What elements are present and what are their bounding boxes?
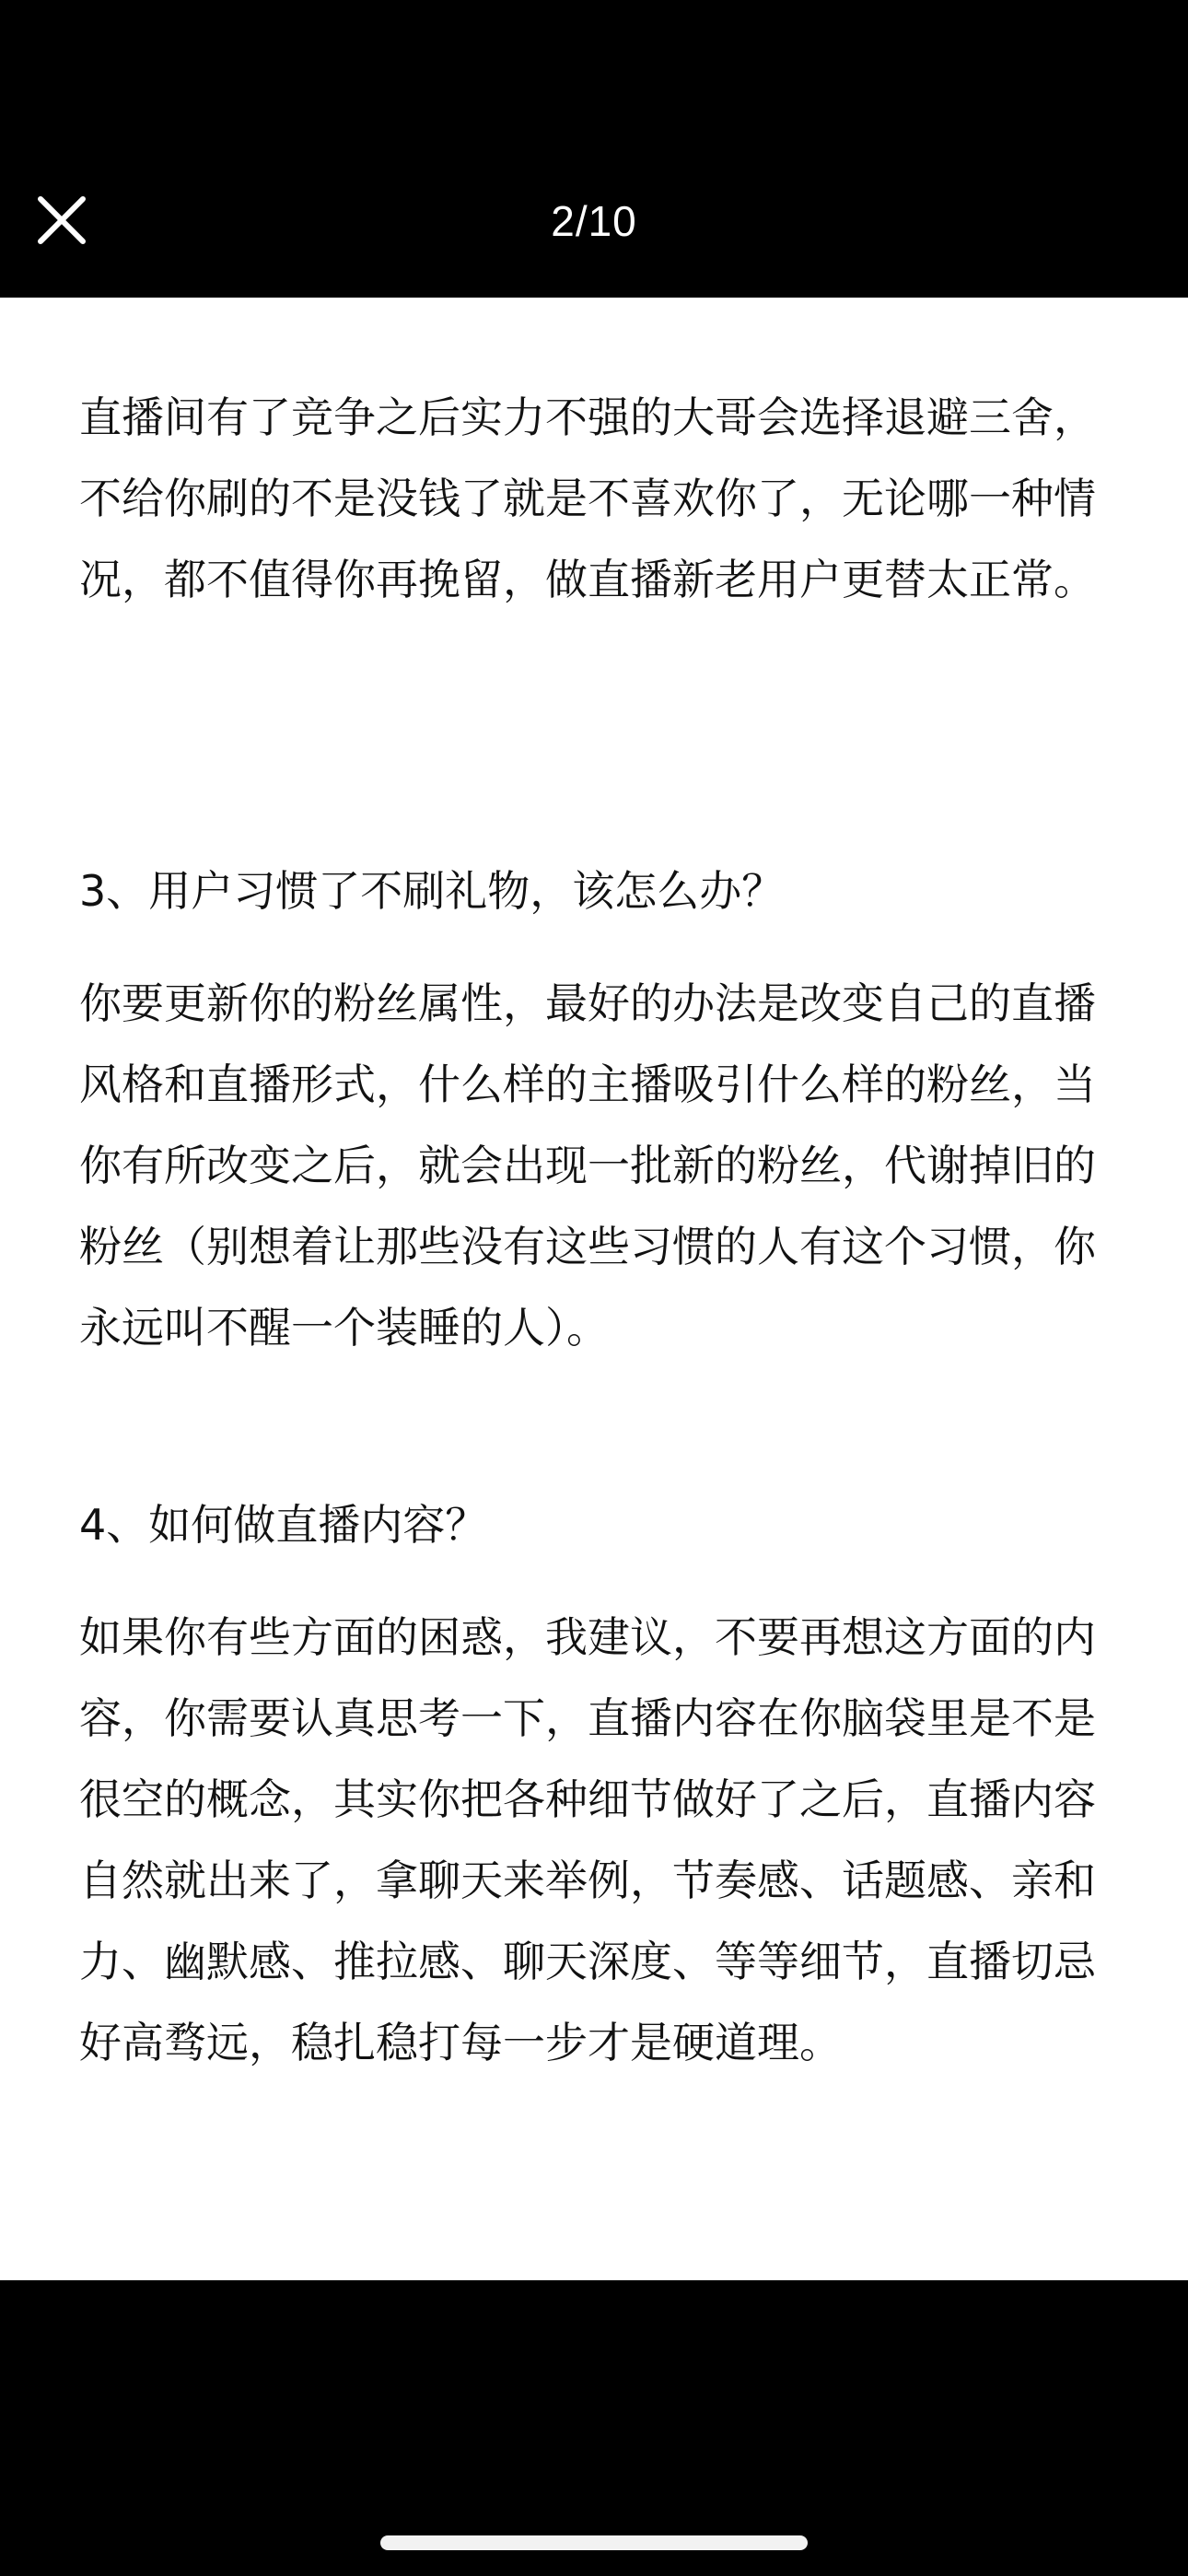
home-indicator[interactable] — [380, 2535, 808, 2550]
article-page — [0, 298, 1188, 2280]
section-heading: 3、用户习惯了不刷礼物，该怎么办？ — [79, 866, 785, 916]
page-counter: 2/10 — [551, 197, 637, 245]
article-paragraph: 直播间有了竞争之后实力不强的大哥会选择退避三舍，不给你刷的不是没钱了就是不喜欢你了，无论哪一种情况，都不值得你再挽留，做直播新老用户更替太正常。 — [79, 392, 1096, 604]
article-paragraph: 你要更新你的粉丝属性，最好的办法是改变自己的直播风格和直播形式，什么样的主播吸引什么样的粉丝，当你有所改变之后，就会出现一批新的粉丝，代谢掉旧的粉丝（别想着让那些没有这些习惯的人有这个习惯，你永远叫不醒一个装睡的人）。 — [79, 978, 1096, 1352]
section-heading: 4、如何做直播内容？ — [79, 1500, 488, 1550]
viewer-footer — [0, 2280, 1188, 2576]
viewer-header — [0, 0, 1188, 298]
article-paragraph: 如果你有些方面的困惑，我建议，不要再想这方面的内容，你需要认真思考一下，直播内容在你脑袋里是不是很空的概念，其实你把各种细节做好了之后，直播内容自然就出来了，拿聊天来举例，节奏感、话题感、亲和力、幽默感、推拉感、聊天深度、等等细节，直播切忌好高骛远，稳扎稳打每一步才是硬道理。 — [79, 1612, 1096, 2067]
